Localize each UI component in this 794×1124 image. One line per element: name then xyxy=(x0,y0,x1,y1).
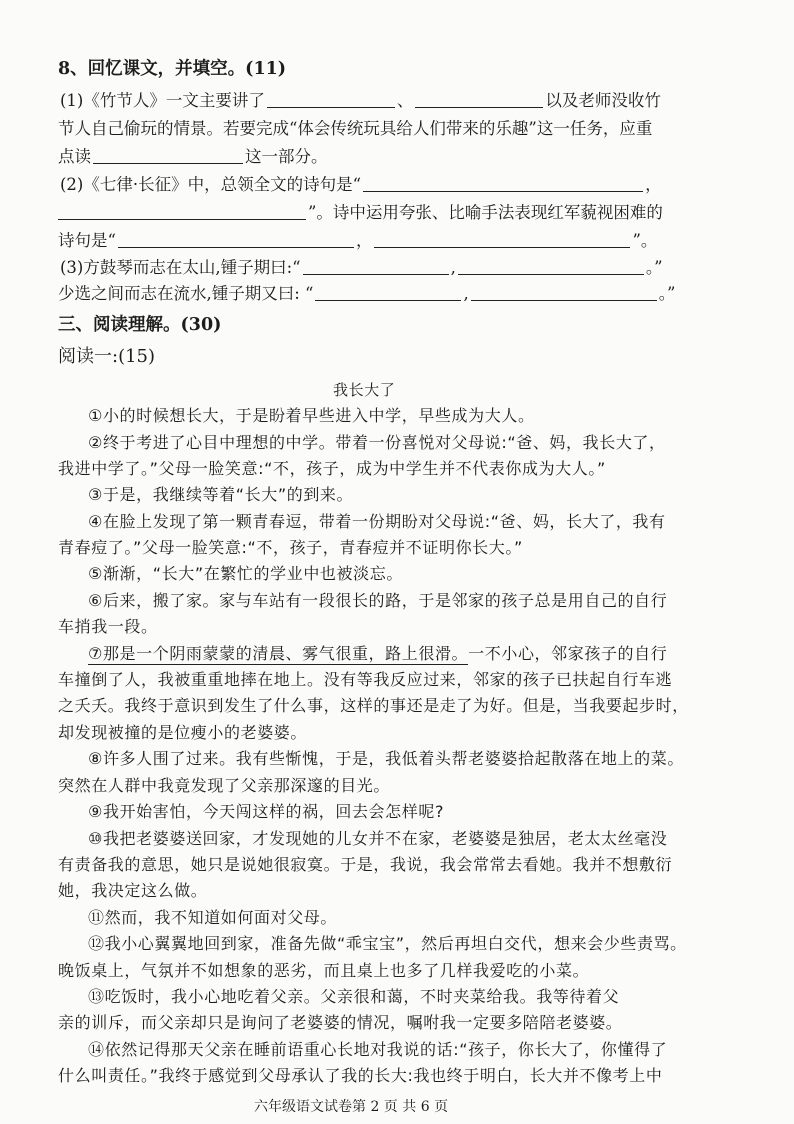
passage-line-7 xyxy=(88,643,667,665)
passage-title: 我长大了 xyxy=(333,381,396,399)
q8-part2-text-d: 诗句是“ xyxy=(58,231,116,250)
passage-line: ⑤渐渐，“长大”在繁忙的学业中也被淡忘。 xyxy=(88,564,403,583)
q8-part3-line1 xyxy=(60,257,663,279)
passage-text: 一不小心，邻家孩子的自行 xyxy=(468,644,668,663)
passage-line: 之夭夭。我终于意识到发生了什么事，这样的事还是走了为好。但是，当我要起步时， xyxy=(58,696,689,715)
underlined-sentence: ⑦那是一个阴雨蒙蒙的清晨、雾气很重，路上很滑。 xyxy=(88,644,469,663)
q8-part2-text-f: ”。 xyxy=(632,231,658,250)
q8-part3-text-d: 少选之间而志在流水,锺子期又曰: “ xyxy=(58,284,314,303)
q8-part2-line1 xyxy=(60,174,662,196)
passage-line: 青春痘了。”父母一脸笑意:“不，孩子，青春痘并不证明你长大。” xyxy=(58,538,523,557)
passage-line: 车撞倒了人，我被重重地摔在地上。没有等我反应过来，邻家的孩子已扶起自行车逃 xyxy=(58,670,673,689)
passage-line: ①小的时候想长大，于是盼着早些进入中学，早些成为大人。 xyxy=(88,406,535,425)
q8-part1-text-d: 点读 xyxy=(58,147,91,166)
passage-line: 她，我决定这么做。 xyxy=(58,881,208,900)
passage-line: ⑭依然记得那天父亲在睡前语重心长地对我说的话:“孩子，你长大了，你懂得了 xyxy=(88,1040,668,1059)
passage-line: ⑫我小心翼翼地回到家，准备先做“乖宝宝”，然后再坦白交代，想来会少些责骂。 xyxy=(88,934,687,953)
passage-line: ③于是，我继续等着“长大”的到来。 xyxy=(88,485,354,504)
answer-blank[interactable] xyxy=(267,91,395,108)
q8-part2-text-c: ”。诗中运用夸张、比喻手法表现红军藐视困难的 xyxy=(308,203,663,222)
page-footer: 六年级语文试卷第 2 页 共 6 页 xyxy=(254,1099,449,1115)
answer-blank[interactable] xyxy=(93,147,243,164)
answer-blank[interactable] xyxy=(374,231,630,248)
passage-line: ⑩我把老婆婆送回家，才发现她的儿女并不在家，老婆婆是独居，老太太丝毫没 xyxy=(88,829,668,848)
q8-part3-text-e: , xyxy=(463,284,469,303)
q8-part3-text-b: , xyxy=(450,258,456,277)
q8-part2-line2 xyxy=(58,202,663,224)
q8-part1-sep: 、 xyxy=(396,91,414,110)
answer-blank[interactable] xyxy=(363,175,643,192)
q8-part2-text-e: ， xyxy=(355,231,373,250)
passage-line: ④在脸上发现了第一颗青春逗，带着一份期盼对父母说:“爸、妈，长大了，我有 xyxy=(88,512,666,531)
q8-part1-text-b: 以及老师没收竹 xyxy=(545,91,661,110)
q8-part1-text-e: 这一部分。 xyxy=(245,147,328,166)
reading-one-title: 阅读一:(15) xyxy=(58,346,156,367)
answer-blank[interactable] xyxy=(303,258,449,275)
q8-part3-line2 xyxy=(58,283,675,305)
passage-line: ⑪然而，我不知道如何面对父母。 xyxy=(88,908,338,927)
passage-line: 亲的训斥，而父亲却只是询问了老婆婆的情况，嘱咐我一定要多陪陪老婆婆。 xyxy=(58,1013,623,1032)
passage-line: 我进中学了。”父母一脸笑意:“不，孩子，成为中学生并不代表你成为大人。” xyxy=(58,459,606,478)
passage-line: 突然在人群中我竟发现了父亲那深邃的目光。 xyxy=(58,776,391,795)
passage-line: ②终于考进了心目中理想的中学。带着一份喜悦对父母说:“爸、妈，我长大了， xyxy=(88,433,666,452)
q8-part3-text-a: (3)方鼓琴而志在太山,锺子期曰:“ xyxy=(60,258,301,277)
passage-line: ⑨我开始害怕，今天闯这样的祸，回去会怎样呢? xyxy=(88,802,445,821)
passage-line: ⑬吃饭时，我小心地吃着父亲。父亲很和蔼，不时夹菜给我。我等待着父 xyxy=(88,987,620,1006)
answer-blank[interactable] xyxy=(58,203,306,220)
q8-part3-text-f: 。” xyxy=(658,284,676,303)
answer-blank[interactable] xyxy=(315,284,461,301)
q8-part1-line1 xyxy=(60,90,661,112)
passage-line: 什么叫责任。”我终于感觉到父母承认了我的长大:我也终于明白，长大并不像考上中 xyxy=(58,1066,663,1085)
answer-blank[interactable] xyxy=(415,91,543,108)
q8-part1-line3 xyxy=(58,146,328,168)
q8-part1-text-a: (1)《竹节人》一文主要讲了 xyxy=(60,91,265,110)
q8-part3-text-c: 。” xyxy=(645,258,663,277)
passage-line: ⑧许多人围了过来。我有些惭愧，于是，我低着头帮老婆婆拾起散落在地上的菜。 xyxy=(88,749,684,768)
passage-line: 有责备我的意思，她只是说她很寂寞。于是，我说，我会常常去看她。我并不想敷衍 xyxy=(58,855,673,874)
section-title: 三、阅读理解。(30) xyxy=(58,315,222,335)
answer-blank[interactable] xyxy=(458,258,644,275)
q8-part2-line3 xyxy=(58,230,657,252)
passage-line: ⑥后来，搬了家。家与车站有一段很长的路，于是邻家的孩子总是用自己的自行 xyxy=(88,591,668,610)
answer-blank[interactable] xyxy=(118,231,354,248)
question-8-title: 8、回忆课文，并填空。(11) xyxy=(58,59,287,79)
passage-line: 车捎我一段。 xyxy=(58,617,158,636)
passage-line: 晚饭桌上，气氛并不如想象的恶劣，而且桌上也多了几样我爱吃的小菜。 xyxy=(58,961,590,980)
passage-line: 却发现被撞的是位瘦小的老婆婆。 xyxy=(58,723,308,742)
answer-blank[interactable] xyxy=(471,284,657,301)
q8-part1-line2: 节人自己偷玩的情景。若要完成“体会传统玩具给人们带来的乐趣”这一任务，应重 xyxy=(58,119,653,138)
q8-part2-text-b: ， xyxy=(645,175,662,194)
q8-part2-text-a: (2)《七律·长征》中，总领全文的诗句是“ xyxy=(60,175,362,194)
